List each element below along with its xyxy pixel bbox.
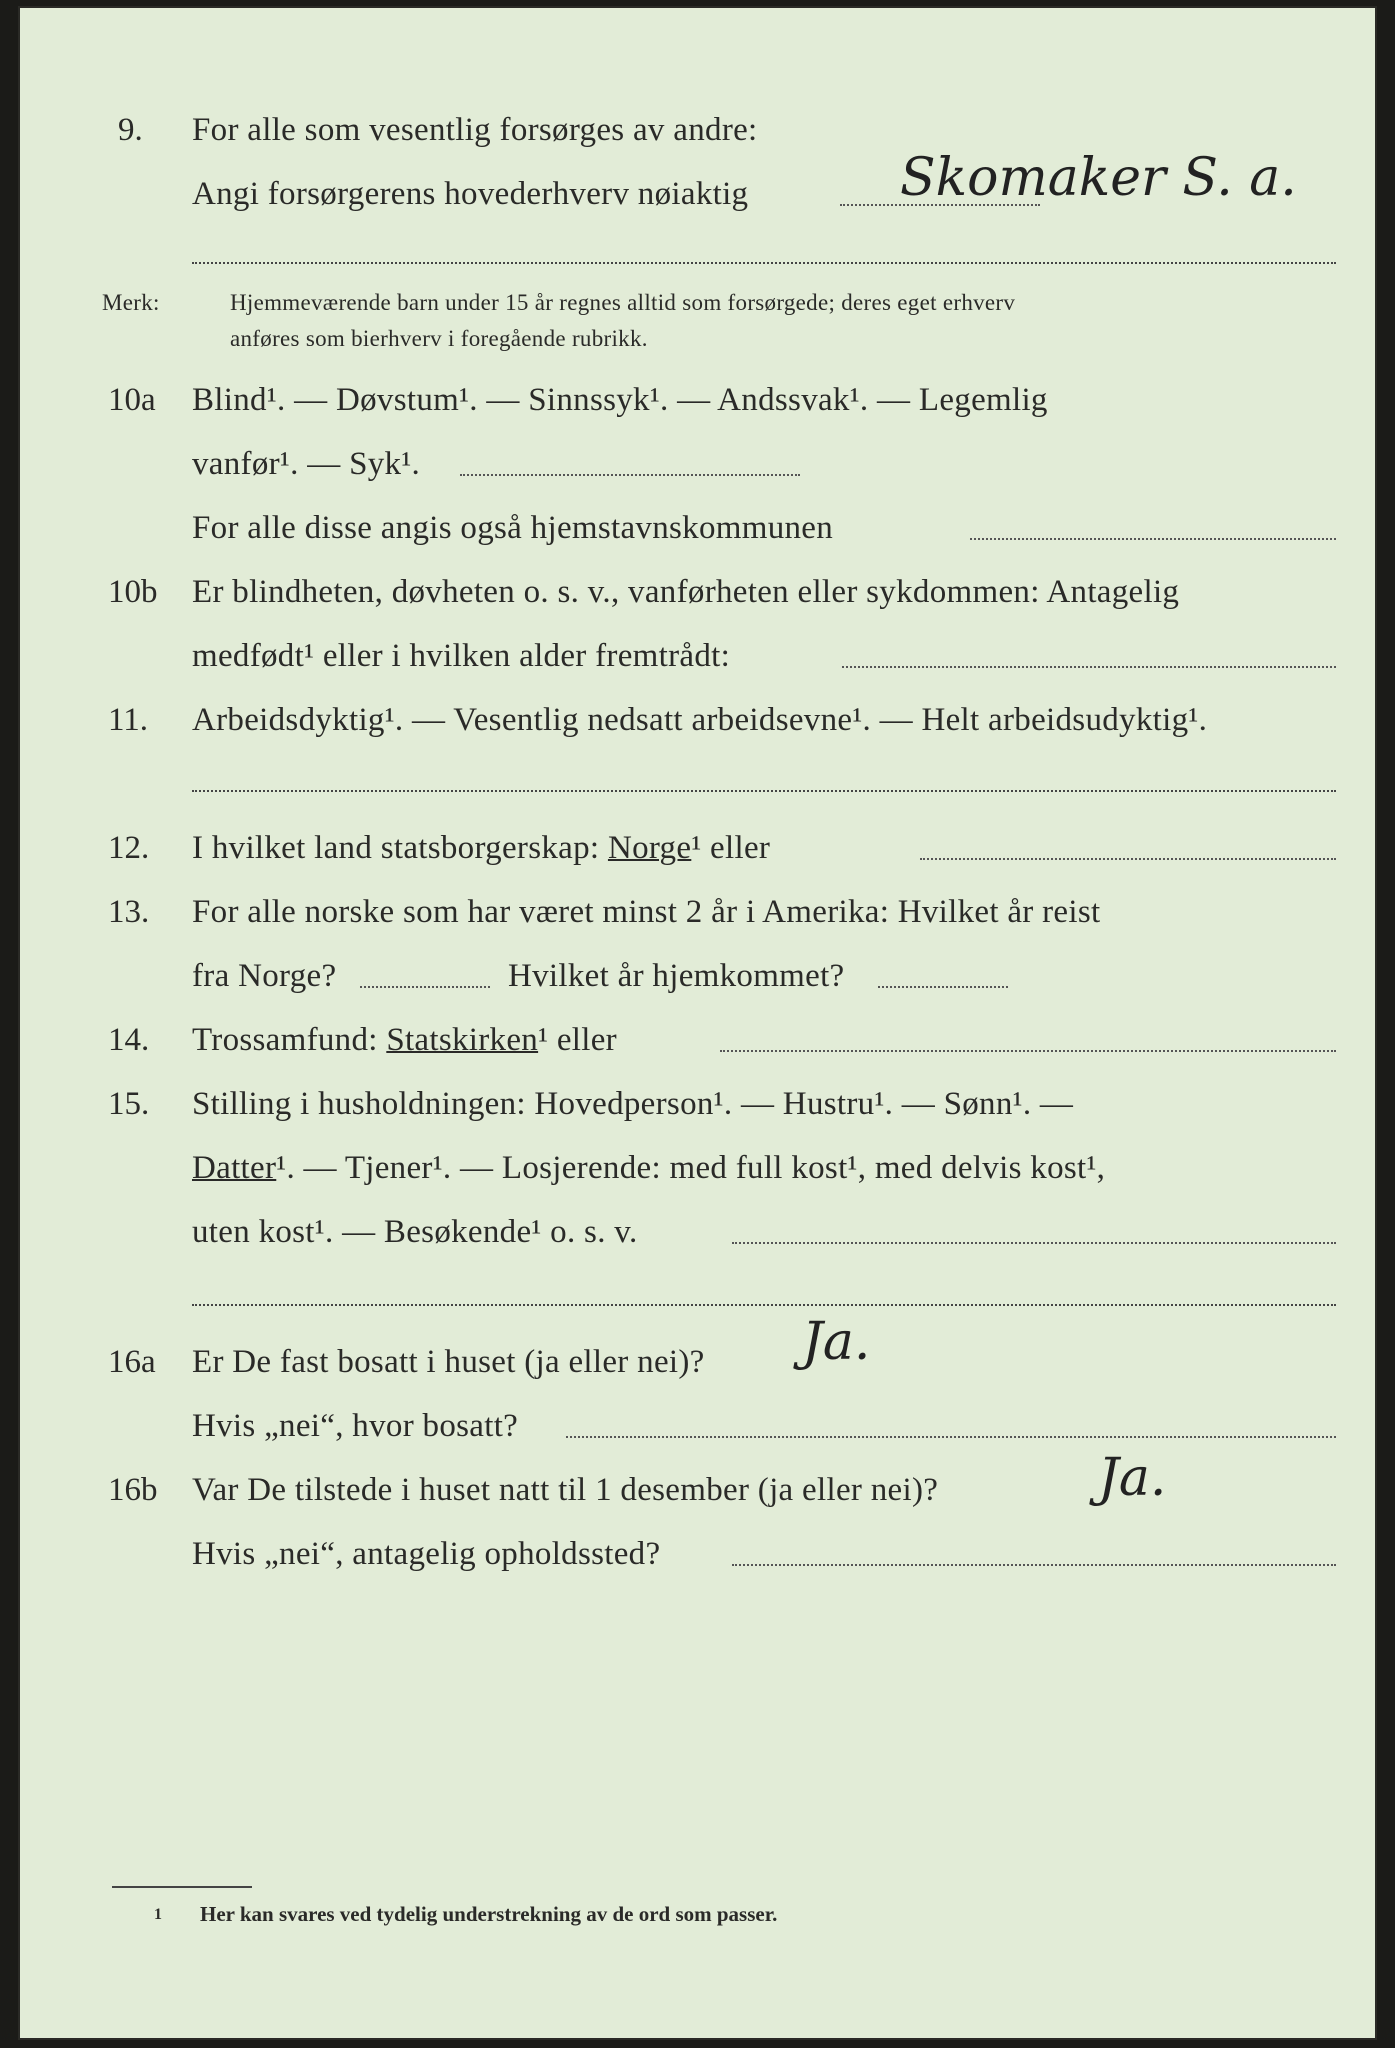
q11-extra-line bbox=[192, 790, 1336, 792]
merk-line1: Hjemmeværende barn under 15 år regnes alltid som forsørgede; deres eget erhverv bbox=[230, 290, 1016, 315]
q15-number: 15. bbox=[108, 1086, 150, 1122]
q14-statskirken-underlined: Statskirken bbox=[386, 1022, 539, 1058]
q11-number: 11. bbox=[108, 702, 149, 738]
q15-datter-underlined: Datter bbox=[192, 1150, 277, 1186]
footnote-text: Her kan svares ved tydelig understrekning av de ord som passer. bbox=[200, 1902, 778, 1926]
q12-line bbox=[192, 830, 770, 867]
footnote-mark: 1 bbox=[154, 1906, 162, 1923]
q9-line2: Angi forsørgerens hovederhverv nøiaktig bbox=[192, 176, 749, 212]
q16b-handwritten-answer: Ja. bbox=[1098, 1448, 1167, 1508]
q13-line2b: Hvilket år hjemkommet? bbox=[508, 958, 845, 994]
q13-line2a: fra Norge? bbox=[192, 958, 337, 994]
q16b-line2: Hvis „nei“, antagelig opholdssted? bbox=[192, 1536, 661, 1572]
q14-eller: ¹ eller bbox=[538, 1022, 617, 1058]
q10a-kommune-line bbox=[970, 538, 1336, 540]
q14-question: Trossamfund: bbox=[192, 1022, 378, 1058]
q16a-line2: Hvis „nei“, hvor bosatt? bbox=[192, 1408, 519, 1444]
q12-question: I hvilket land statsborgerskap: bbox=[192, 830, 600, 866]
q10b-number: 10b bbox=[108, 574, 158, 610]
q16a-number: 16a bbox=[108, 1344, 156, 1380]
q12-norge-underlined: Norge bbox=[607, 830, 692, 866]
q10a-line3: For alle disse angis også hjemstavnskommunen bbox=[192, 510, 834, 546]
q15-answer-line bbox=[732, 1242, 1336, 1244]
q12-eller: ¹ eller bbox=[691, 830, 771, 866]
q14-number: 14. bbox=[108, 1022, 150, 1058]
q14-answer-line bbox=[720, 1050, 1336, 1052]
census-form-page bbox=[20, 8, 1375, 2038]
q16b-number: 16b bbox=[108, 1472, 158, 1508]
q15-line1: Stilling i husholdningen: Hovedperson¹. — Hustru¹. — Sønn¹. — bbox=[192, 1086, 1074, 1122]
q12-number: 12. bbox=[108, 830, 150, 866]
q10b-answer-line bbox=[842, 666, 1336, 668]
q10b-line2: medfødt¹ eller i hvilken alder fremtrådt: bbox=[192, 638, 731, 674]
q9-line1: For alle som vesentlig forsørges av andre: bbox=[192, 112, 758, 148]
q10b-line1: Er blindheten, døvheten o. s. v., vanførheten eller sykdommen: Antagelig bbox=[192, 574, 1180, 610]
q15-line3: uten kost¹. — Besøkende¹ o. s. v. bbox=[192, 1214, 638, 1250]
q9-number: 9. bbox=[118, 112, 143, 148]
q16b-line1: Var De tilstede i huset natt til 1 desember (ja eller nei)? bbox=[192, 1472, 939, 1508]
q10a-line1: Blind¹. — Døvstum¹. — Sinnssyk¹. — Andssvak¹. — Legemlig bbox=[192, 382, 1048, 418]
q9-extra-line bbox=[192, 262, 1336, 264]
merk-label: Merk: bbox=[102, 290, 160, 315]
q13-hjemkommet-line bbox=[878, 986, 1008, 988]
q16a-line1: Er De fast bosatt i huset (ja eller nei)? bbox=[192, 1344, 705, 1380]
footnote-rule bbox=[112, 1886, 252, 1888]
q16a-handwritten-answer: Ja. bbox=[802, 1312, 871, 1372]
q15-extra-line bbox=[192, 1304, 1336, 1306]
merk-line2: anføres som bierhverv i foregående rubrikk. bbox=[230, 326, 648, 351]
q9-handwritten-answer: Skomaker S. a. bbox=[900, 148, 1297, 208]
q13-reist-line bbox=[360, 986, 490, 988]
q10a-line2: vanfør¹. — Syk¹. bbox=[192, 446, 421, 482]
q14-line bbox=[192, 1022, 617, 1059]
q13-number: 13. bbox=[108, 894, 150, 930]
q16a-bosatt-line bbox=[566, 1436, 1336, 1438]
q12-answer-line bbox=[920, 858, 1336, 860]
q10a-number: 10a bbox=[108, 382, 156, 418]
q11-line1: Arbeidsdyktig¹. — Vesentlig nedsatt arbeidsevne¹. — Helt arbeidsudyktig¹. bbox=[192, 702, 1208, 738]
q15-line2-row bbox=[192, 1150, 1105, 1187]
q15-line2: ¹. — Tjener¹. — Losjerende: med full kost¹, med delvis kost¹, bbox=[276, 1150, 1106, 1186]
q13-line1: For alle norske som har været minst 2 år i Amerika: Hvilket år reist bbox=[192, 894, 1101, 930]
q10a-syk-line bbox=[460, 474, 800, 476]
q16b-opholdssted-line bbox=[732, 1564, 1336, 1566]
